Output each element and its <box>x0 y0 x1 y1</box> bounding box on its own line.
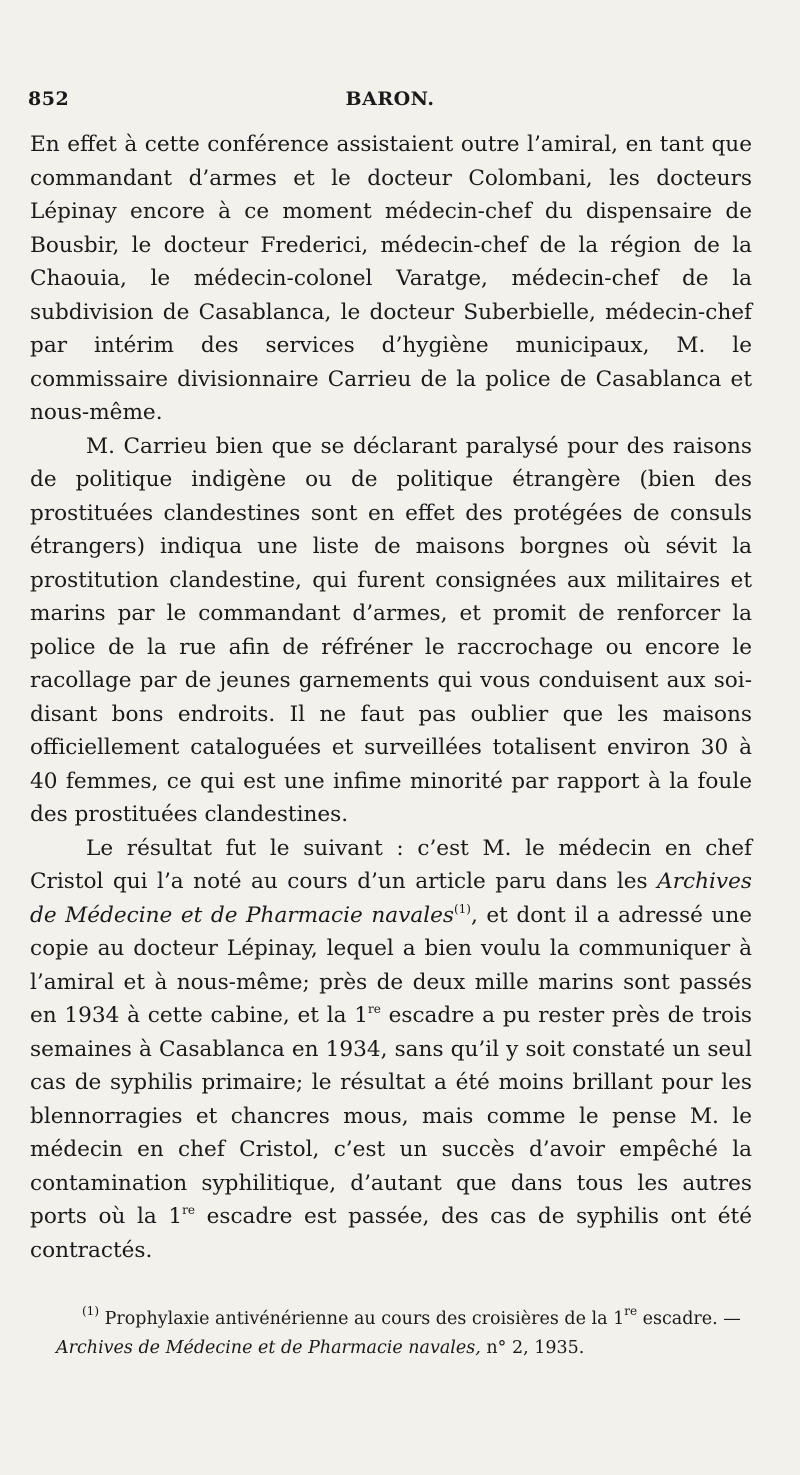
paragraph-1: En effet à cette conférence assistaient outre l’amiral, en tant que commandant d’armes et le docteur Colombani, les docteurs Lépinay encore à ce moment médecin-chef du dispensaire de Bousbir, le docteur Frederici, médecin-chef de la région de la Chaouia, le médecin-colonel Varatge, médecin-chef de la subdivision de Casablanca, le docteur Suberbielle, médecin-chef par intérim des services d’hygiène municipaux, M. le commissaire divisionnaire Carrieu de la police de Casablanca et nous-même. <box>30 132 752 425</box>
paragraph-3-text-c: escadre a pu rester près de trois semaines à Casablanca en 1934, sans qu’il y soit constaté un seul cas de syphilis primaire; le résultat a été moins brillant pour les blennorragies et chancres mous, mais comme le pense M. le médecin en chef Cristol, c’est un succès d’avoir empêché la contamination syphilitique, d’autant que dans tous les autres ports où la 1 <box>30 1003 753 1229</box>
running-title: BARON. <box>345 88 435 110</box>
footnote-text-b: escadre. — <box>637 1309 741 1329</box>
footnote-text-c: n° 2, 1935. <box>480 1338 585 1358</box>
footnote-marker: (1) <box>82 1304 99 1318</box>
paragraph-3-text-a: Le résultat fut le suivant : c’est M. le médecin en chef Cristol qui l’a noté au cours d’un article paru dans les <box>30 835 752 894</box>
footnote-journal-title: Archives de Médecine et de Pharmacie navales, <box>56 1338 481 1358</box>
paragraph-3-text-b: , et dont il a adressé une copie au docteur Lépinay, lequel a bien voulu la communiquer à l’amiral et à nous-même; près de deux mille marins sont passés en 1934 à cette cabine, et la 1 <box>30 902 753 1028</box>
ordinal-superscript: re <box>368 1002 381 1016</box>
footnote-text-a: Prophylaxie antivénérienne au cours des croisières de la 1 <box>99 1309 625 1329</box>
page-header <box>28 88 752 116</box>
body-text <box>30 128 752 1267</box>
journal-title: Archives de Médecine et de Pharmacie navales <box>30 869 752 928</box>
ordinal-superscript: re <box>182 1203 195 1217</box>
paragraph-3-text-d: escadre est passée, des cas de syphilis ont été contractés. <box>30 1204 752 1263</box>
footnotes <box>56 1305 756 1363</box>
page-number: 852 <box>28 88 70 110</box>
ordinal-superscript: re <box>624 1304 638 1318</box>
footnote-1 <box>56 1305 756 1363</box>
paragraph-3 <box>30 832 752 1268</box>
footnote-reference[interactable]: (1) <box>453 901 471 916</box>
paragraph-2: M. Carrieu bien que se déclarant paralysé pour des raisons de politique indigène ou de politique étrangère (bien des prostituées clandestines sont en effet des protégées de consuls étrangers) indiqua une liste de maisons borgnes où sévit la prostitution clandestine, qui furent consignées aux militaires et marins par le commandant d’armes, et promit de renforcer la police de la rue afin de réfréner le raccrochage ou encore le racollage par de jeunes garnements qui vous conduisent aux soi-disant bons endroits. Il ne faut pas oublier que les maisons officiellement cataloguées et surveillées totalisent environ 30 à 40 femmes, ce qui est une infime minorité par rapport à la foule des prostituées clandestines. <box>30 433 752 827</box>
